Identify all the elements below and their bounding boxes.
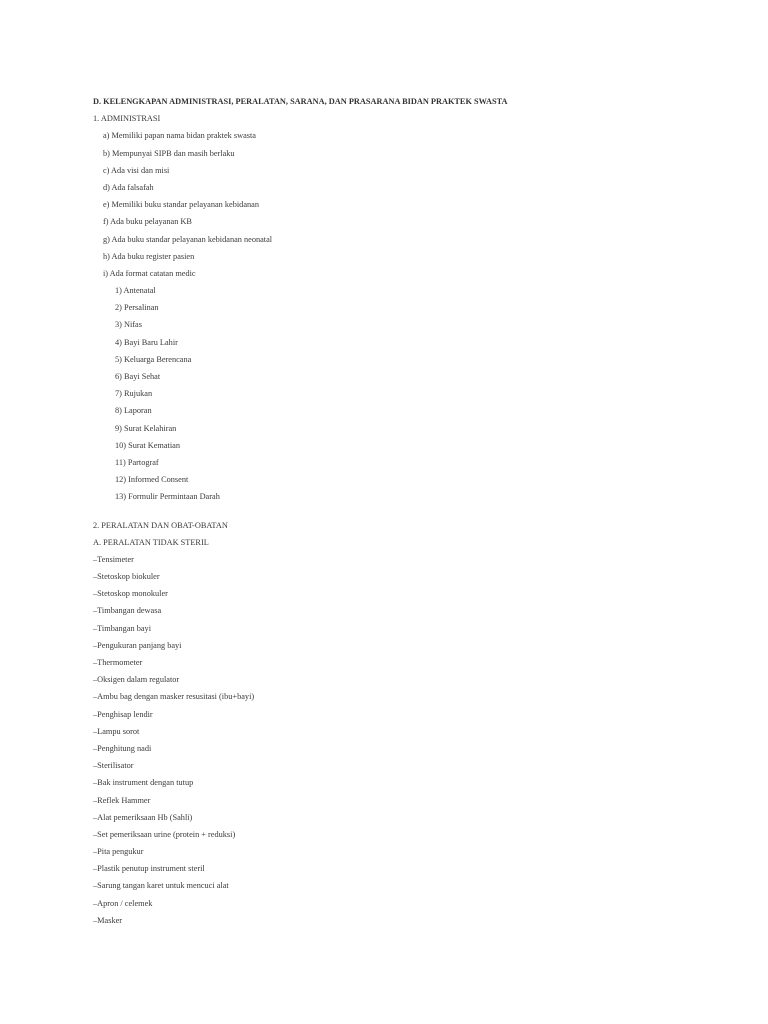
list-item: – Stetoskop monokuler bbox=[93, 588, 713, 600]
peralatan-list bbox=[93, 554, 713, 927]
list-item: 1) Antenatal bbox=[115, 286, 156, 296]
list-item: – Ambu bag dengan masker resusitasi (ibu+bayi) bbox=[93, 691, 713, 703]
list-item: – Lampu sorot bbox=[93, 726, 713, 738]
list-item: i) Ada format catatan medic bbox=[103, 268, 196, 278]
list-item: 5) Keluarga Berencana bbox=[115, 354, 192, 364]
list-item: – Oksigen dalam regulator bbox=[93, 674, 713, 686]
list-item: – Set pemeriksaan urine (protein + reduksi) bbox=[93, 829, 713, 841]
list-item: 4) Bayi Baru Lahir bbox=[115, 337, 178, 347]
list-item: 2) Persalinan bbox=[115, 303, 159, 313]
list-item: h) Ada buku register pasien bbox=[103, 251, 195, 261]
list-item: 10) Surat Kematian bbox=[115, 440, 180, 450]
list-item: 3) Nifas bbox=[115, 320, 142, 330]
list-item: f) Ada buku pelayanan KB bbox=[103, 217, 192, 227]
list-item: – Bak instrument dengan tutup bbox=[93, 777, 713, 789]
list-item: – Penghisap lendir bbox=[93, 709, 713, 721]
list-item: – Masker bbox=[93, 915, 713, 927]
document-title: D. KELENGKAPAN ADMINISTRASI, PERALATAN, SARANA, DAN PRASARANA BIDAN PRAKTEK SWASTA bbox=[93, 97, 508, 106]
list-item: 12) Informed Consent bbox=[115, 475, 189, 485]
list-item: 7) Rujukan bbox=[115, 389, 153, 399]
list-item: – Thermometer bbox=[93, 657, 713, 669]
list-item: – Reflek Hammer bbox=[93, 795, 713, 807]
section-spacer bbox=[93, 509, 713, 520]
list-item: – Plastik penutup instrument steril bbox=[93, 863, 713, 875]
administrasi-list bbox=[93, 130, 713, 280]
subheading-peralatan-tidak-steril: A. PERALATAN TIDAK STERIL bbox=[93, 537, 209, 547]
list-item: c) Ada visi dan misi bbox=[103, 165, 170, 175]
list-item: – Penghitung nadi bbox=[93, 743, 713, 755]
list-item: – Apron / celemek bbox=[93, 898, 713, 910]
list-item: – Pengukuran panjang bayi bbox=[93, 640, 713, 652]
document-page bbox=[93, 96, 713, 932]
list-item: 6) Bayi Sehat bbox=[115, 372, 161, 381]
list-item: a) Memiliki papan nama bidan praktek swasta bbox=[103, 131, 256, 141]
list-item: g) Ada buku standar pelayanan kebidanan neonatal bbox=[103, 234, 273, 244]
list-item: – Pita pengukur bbox=[93, 846, 713, 858]
list-item: – Stetoskop biokuler bbox=[93, 571, 713, 583]
list-item: 13) Formulir Permintaan Darah bbox=[115, 492, 220, 502]
list-item: 8) Laporan bbox=[115, 406, 152, 416]
list-item: – Sarung tangan karet untuk mencuci alat bbox=[93, 880, 713, 892]
list-item: 9) Surat Kelahiran bbox=[115, 423, 177, 433]
list-item: – Sterilisator bbox=[93, 760, 713, 772]
list-item: – Alat pemeriksaan Hb (Sahli) bbox=[93, 812, 713, 824]
format-catatan-sublist bbox=[93, 285, 713, 503]
list-item: – Tensimeter bbox=[93, 554, 713, 566]
list-item: – Timbangan dewasa bbox=[93, 605, 713, 617]
list-item: d) Ada falsafah bbox=[103, 182, 154, 192]
list-item: 11) Partograf bbox=[115, 457, 159, 467]
section-heading-peralatan: 2. PERALATAN DAN OBAT-OBATAN bbox=[93, 520, 228, 530]
list-item: e) Memiliki buku standar pelayanan kebidanan bbox=[103, 200, 259, 210]
list-item: b) Mempunyai SIPB dan masih berlaku bbox=[103, 148, 235, 158]
section-heading-administrasi: 1. ADMINISTRASI bbox=[93, 114, 161, 124]
list-item: – Timbangan bayi bbox=[93, 623, 713, 635]
